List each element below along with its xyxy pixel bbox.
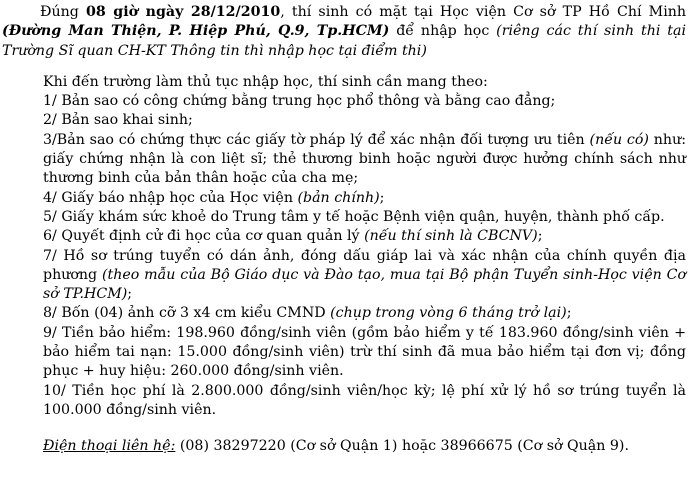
item-text: 1/ Bản sao có công chứng bằng trung học phổ thông và bằng cao đẳng; — [43, 93, 556, 110]
item-note: (chụp trong vòng 6 tháng trở lại) — [330, 305, 567, 322]
list-item-1 — [43, 92, 686, 111]
list-item-2 — [43, 111, 686, 130]
list-item-10 — [43, 382, 686, 421]
item-text: 4/ Giấy báo nhập học của Học viện — [43, 189, 298, 206]
item-tail: ; — [379, 189, 385, 206]
admission-time: 08 giờ ngày 28/12/2010 — [85, 4, 281, 20]
list-item-3 — [43, 131, 686, 189]
intro-paragraph — [2, 3, 686, 61]
list-item-6 — [43, 227, 686, 246]
list-item-5 — [43, 208, 686, 227]
item-tail: ; — [566, 305, 572, 322]
contact-label: Điện thoại liên hệ: — [43, 438, 176, 455]
intro-note: (riêng các thí sinh thi tại Trường Sĩ quan CH-KT Thông tin thì nhập học tại điểm thi) — [2, 23, 687, 59]
campus-address: (Đường Man Thiện, P. Hiệp Phú, Q.9, Tp.HCM) — [2, 23, 390, 40]
list-item-4 — [43, 189, 686, 208]
item-tail: ; — [127, 286, 133, 303]
item-note: (bản chính) — [297, 189, 380, 206]
list-item-7 — [43, 247, 686, 305]
list-item-8 — [43, 304, 686, 323]
intro-text-2: , thí sinh có mặt tại Học viện Cơ sở TP Hồ Chí Minh — [280, 4, 687, 20]
list-lead: Khi đến trường làm thủ tục nhập học, thí sinh cần mang theo: — [43, 73, 488, 90]
contact-line — [2, 437, 686, 456]
item-text: 6/ Quyết định cử đi học của cơ quan quản lý — [43, 228, 365, 245]
item-text: 9/ Tiền bảo hiểm: 198.960 đồng/sinh viên (gồm bảo hiểm y tế 183.960 đồng/sinh viên + bảo hiểm tai nạn: 15.000 đồng/sinh viên) trừ thí sinh đã mua bảo hiểm tại đơn vị; đồng phục + huy hiệu: 260.000 đồng/sinh viên. — [43, 324, 686, 380]
item-text: 2/ Bản sao khai sinh; — [43, 112, 193, 129]
item-note: (nếu có) — [589, 131, 649, 148]
requirements-list — [2, 73, 686, 420]
item-note: (theo mẫu của Bộ Giáo dục và Đào tạo, mua tại Bộ phận Tuyển sinh-Học viện Cơ sở TP.HCM) — [43, 266, 686, 303]
item-text: 7/ Hồ sơ trúng tuyển có dán ảnh, đóng dấu giáp lai và xác nhận của chính quyền địa phương — [43, 247, 686, 283]
item-text: 5/ Giấy khám sức khoẻ do Trung tâm y tế hoặc Bệnh viện quận, huyện, thành phố cấp. — [43, 208, 665, 225]
item-note: (nếu thí sinh là CBCNV) — [364, 228, 538, 245]
admission-notice — [2, 3, 686, 457]
item-tail: như: giấy chứng nhận là con liệt sĩ; thẻ thương binh hoặc người được hưởng chính sách như thương binh của bản thân hoặc của cha mẹ; — [43, 131, 686, 187]
contact-text: (08) 38297220 (Cơ sở Quận 1) hoặc 38966675 (Cơ sở Quận 9). — [175, 438, 629, 455]
item-text: 8/ Bốn (04) ảnh cỡ 3 x4 cm kiểu CMND — [43, 305, 331, 322]
list-item-9 — [43, 324, 686, 382]
item-tail: ; — [537, 228, 543, 245]
item-text: 10/ Tiền học phí là 2.800.000 đồng/sinh viên/học kỳ; lệ phí xử lý hồ sơ trúng tuyển là 100.000 đồng/sinh viên. — [43, 382, 686, 418]
intro-text-1: Đúng — [40, 4, 86, 20]
item-text: 3/Bản sao có chứng thực các giấy tờ pháp lý để xác nhận đối tượng ưu tiên — [43, 131, 590, 148]
intro-text-3: để nhập học — [389, 23, 497, 40]
